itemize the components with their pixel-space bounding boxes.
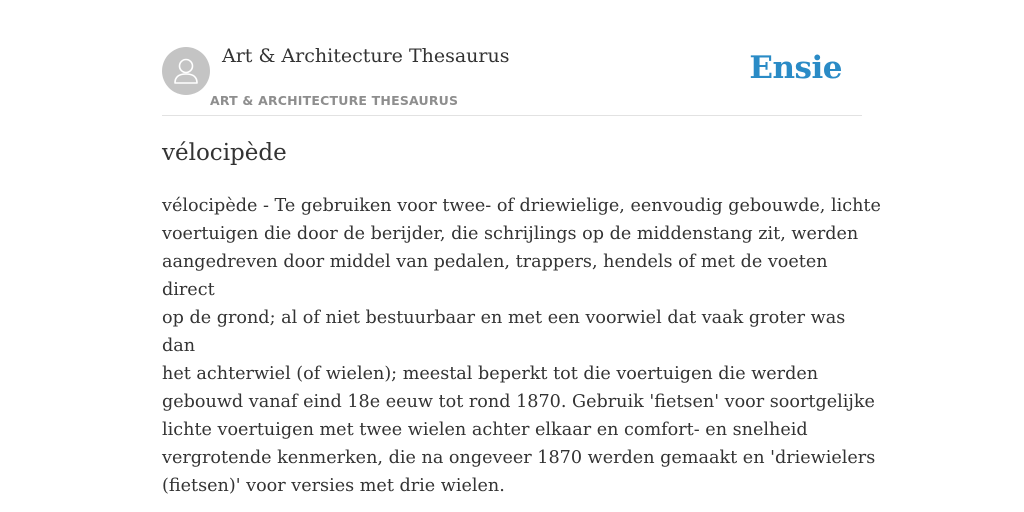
source-label[interactable]: ART & ARCHITECTURE THESAURUS — [210, 93, 459, 108]
definition-line: gebouwd vanaf eind 18e eeuw tot rond 1870. Gebruik 'fietsen' voor soortgelijke — [162, 392, 875, 412]
definition-line: lichte voertuigen met twee wielen achter elkaar en comfort- en snelheid — [162, 420, 808, 440]
definition-line: het achterwiel (of wielen); meestal beperkt tot die voertuigen die werden — [162, 364, 819, 384]
definition-line: vélocipède - Te gebruiken voor twee- of driewielige, eenvoudig gebouwde, lichte — [162, 196, 881, 216]
entry-title: vélocipède — [162, 140, 287, 166]
header — [162, 0, 862, 116]
user-icon — [162, 47, 210, 95]
definition-line: voertuigen die door de berijder, die schrijlings op de middenstang zit, werden — [162, 224, 859, 244]
definition-line: op de grond; al of niet bestuurbaar en met een voorwiel dat vaak groter was dan — [162, 308, 846, 356]
author-name[interactable]: Art & Architecture Thesaurus — [222, 45, 510, 67]
definition-line: aangedreven door middel van pedalen, trappers, hendels of met de voeten direct — [162, 252, 828, 300]
definition-line: vergrotende kenmerken, die na ongeveer 1870 werden gemaakt en 'driewielers — [162, 448, 876, 468]
brand-logo[interactable]: Ensie — [749, 50, 842, 86]
definition-line: (fietsen)' voor versies met drie wielen. — [162, 476, 505, 496]
entry-definition — [162, 192, 882, 500]
avatar[interactable] — [162, 47, 210, 95]
